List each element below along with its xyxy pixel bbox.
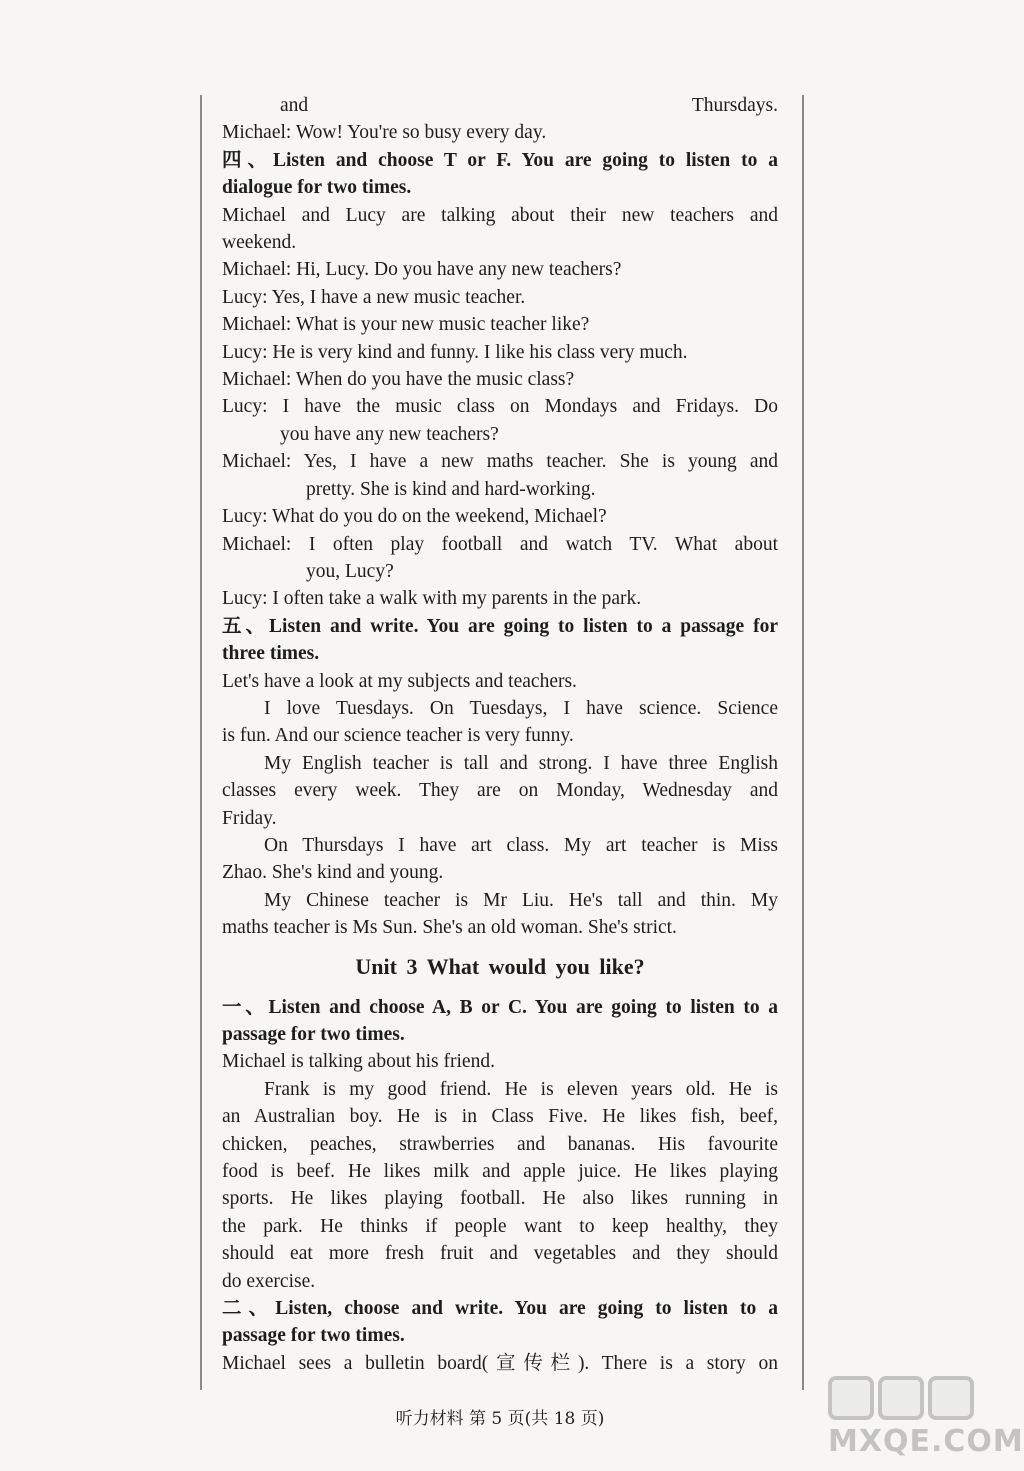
- section-4-body: [222, 202, 778, 613]
- text-line: Michael: I often play football and watch TV. What about: [222, 533, 778, 555]
- text-line: Michael sees a bulletin board(宣传栏). There is a story on: [222, 1352, 778, 1374]
- unit3-section-1-body: [222, 1048, 778, 1295]
- text-line: and Thursdays.: [280, 95, 778, 116]
- watermark: [820, 1370, 1024, 1470]
- text-line: Lucy: I have the music class on Mondays and Fridays. Do: [222, 396, 778, 418]
- text-line: Let's have a look at my subjects and teachers.: [222, 670, 577, 692]
- watermark-logo-icon: [928, 1376, 974, 1420]
- text-line: chicken, peaches, strawberries and bananas. His favourite: [222, 1133, 778, 1155]
- watermark-logo-icon: [878, 1376, 924, 1420]
- text-line: Lucy: What do you do on the weekend, Michael?: [222, 506, 607, 528]
- text-line: do exercise.: [222, 1270, 316, 1292]
- text-line: My Chinese teacher is Mr Liu. He's tall and thin. My: [264, 889, 778, 911]
- text-line: Michael: When do you have the music class?: [222, 369, 575, 391]
- heading-line: 五、Listen and write. You are going to listen to a passage for: [222, 615, 778, 637]
- right-margin-rule: [802, 95, 804, 1390]
- left-margin-rule: [200, 95, 202, 1390]
- text-line: you have any new teachers?: [280, 423, 499, 445]
- watermark-text: MXQE.COM: [828, 1424, 1024, 1459]
- heading-line: three times.: [222, 643, 320, 665]
- text-line: food is beef. He likes milk and apple juice. He likes playing: [222, 1161, 778, 1183]
- continued-dialogue: [222, 92, 778, 147]
- text-line: I love Tuesdays. On Tuesdays, I have science. Science: [264, 697, 778, 719]
- text-line: you, Lucy?: [306, 560, 394, 582]
- heading-line: passage for two times.: [222, 1325, 405, 1347]
- text-line: is fun. And our science teacher is very funny.: [222, 725, 574, 747]
- text-line: the park. He thinks if people want to keep healthy, they: [222, 1215, 778, 1237]
- section-4-heading: [222, 147, 778, 202]
- section-5-heading: [222, 613, 778, 668]
- heading-line: 二、Listen, choose and write. You are going to listen to a: [222, 1298, 778, 1320]
- unit3-section-2: [222, 1295, 778, 1377]
- section-5: [222, 613, 778, 942]
- text-line: Lucy: I often take a walk with my parents in the park.: [222, 588, 642, 610]
- text-line: Frank is my good friend. He is eleven years old. He is: [264, 1078, 778, 1100]
- heading-line: dialogue for two times.: [222, 177, 412, 199]
- page-content: [222, 92, 778, 1377]
- unit3-section-2-heading: [222, 1295, 778, 1350]
- text-line: Michael: Wow! You're so busy every day.: [222, 122, 547, 144]
- text-line: Lucy: Yes, I have a new music teacher.: [222, 286, 526, 308]
- text-line: classes every week. They are on Monday, Wednesday and: [222, 780, 778, 802]
- text-line: Michael and Lucy are talking about their new teachers and: [222, 204, 778, 226]
- unit-title: Unit 3 What would you like?: [355, 953, 645, 979]
- text-line: maths teacher is Ms Sun. She's an old woman. She's strict.: [222, 917, 677, 939]
- text-line: On Thursdays I have art class. My art teacher is Miss: [264, 834, 778, 856]
- text-line: Friday.: [222, 807, 277, 829]
- text-line: sports. He likes playing football. He also likes running in: [222, 1188, 778, 1210]
- text-line: Zhao. She's kind and young.: [222, 862, 444, 884]
- text-line: should eat more fresh fruit and vegetables and they should: [222, 1243, 778, 1265]
- heading-line: 一、Listen and choose A, B or C. You are going to listen to a: [222, 996, 778, 1018]
- text-line: Michael is talking about his friend.: [222, 1051, 495, 1073]
- unit3-section-1-heading: [222, 994, 778, 1049]
- text-line: weekend.: [222, 232, 297, 254]
- heading-line: passage for two times.: [222, 1024, 405, 1045]
- text-line: pretty. She is kind and hard-working.: [306, 478, 596, 500]
- text-line: Lucy: He is very kind and funny. I like his class very much.: [222, 341, 688, 363]
- text-line: My English teacher is tall and strong. I have three English: [264, 752, 778, 774]
- text-line: an Australian boy. He is in Class Five. He likes fish, beef,: [222, 1106, 778, 1128]
- unit3-section-2-body: [222, 1350, 778, 1377]
- unit3-section-1: [222, 994, 778, 1295]
- text-line: Michael: What is your new music teacher like?: [222, 314, 590, 336]
- text-line: Michael: Hi, Lucy. Do you have any new teachers?: [222, 259, 622, 281]
- watermark-logo-icon: [828, 1376, 874, 1420]
- section-4: [222, 147, 778, 613]
- heading-line: 四、Listen and choose T or F. You are going to listen to a: [222, 149, 778, 171]
- page-footer: 听力材料 第 5 页(共 18 页): [395, 1409, 605, 1429]
- section-5-body: [222, 668, 778, 942]
- text-line: Michael: Yes, I have a new maths teacher. She is young and: [222, 451, 778, 473]
